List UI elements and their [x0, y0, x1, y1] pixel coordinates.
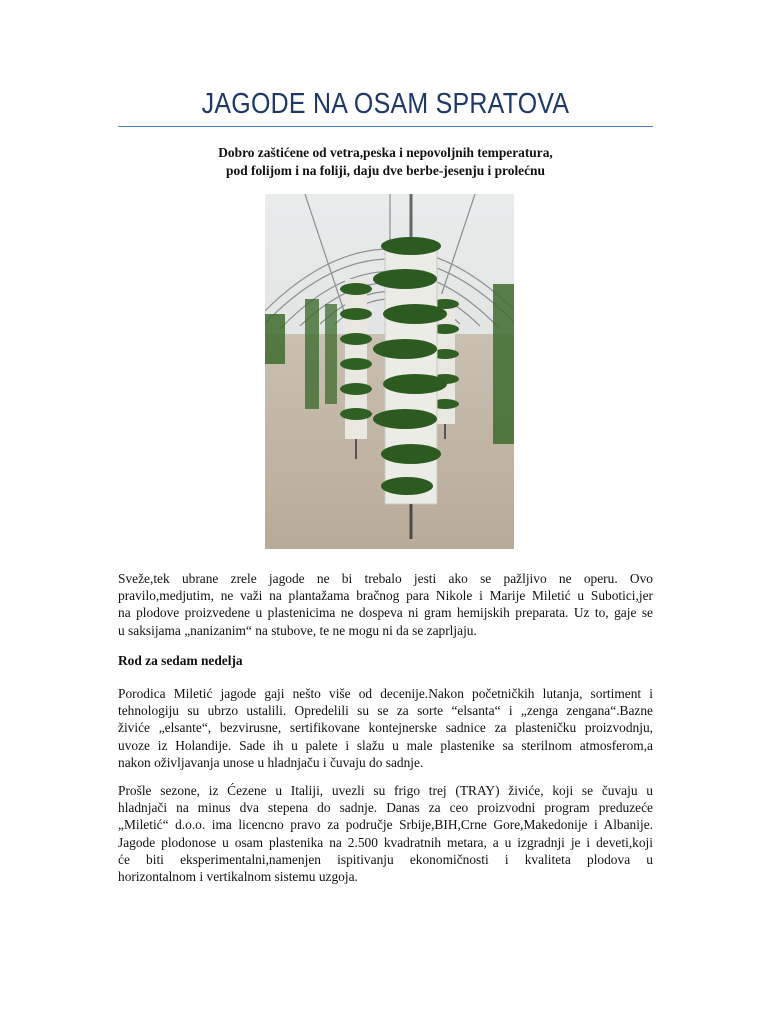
- paragraph-line: Prošle sezone, iz Ćezene u Italiji, uvezli su frigo trej (TRAY) živiće, koji se čuvaju u: [118, 783, 653, 798]
- paragraph-history: [118, 685, 653, 771]
- paragraph-line: Sveže,tek ubrane zrele jagode ne bi trebalo jesti ako se pažljivo ne operu. Ovo: [118, 571, 653, 586]
- paragraph-line: nakon oživljavanja unose u hladnjaču i čuvaju do sadnje.: [118, 754, 424, 770]
- paragraph-line: Porodica Miletić jagode gaji nešto više od decenije.Nakon početničkih lutanja, sortiment i: [118, 686, 653, 701]
- paragraph-line: u saksijama „nanizanim“ na stubove, te ne mogu ni da se zaprljaju.: [118, 622, 477, 638]
- paragraph-line: horizontalnom i vertikalnom sistemu uzgoja.: [118, 869, 358, 885]
- subtitle: [118, 144, 653, 180]
- strawberry-tower-greenhouse-photo: [265, 194, 514, 549]
- subtitle-line: pod folijom i na foliji, daju dve berbe-jesenju i prolećnu: [226, 163, 545, 178]
- subtitle-line: Dobro zaštićene od vetra,peska i nepovoljnih temperatura,: [218, 145, 553, 160]
- paragraph-line: živiće „elsante“, bezvirusne, sertifikovane kontejnerske sadnice za plasteničku proizvodnju,: [118, 720, 653, 736]
- paragraph-line: Jagode plodonose u osam plastenika na 2.500 kvadratnih metara, a u izgradnji je i deveti,koji: [118, 834, 653, 850]
- paragraph-line: će biti eksperimentalni,namenjen ispitivanju ekonomičnosti i kvaliteta plodova u: [118, 851, 653, 867]
- paragraph-line: „Miletić“ d.o.o. ima licencno pravo za područje Srbije,BIH,Crne Gore,Makedonije i Albanije.: [118, 817, 653, 833]
- title-underline: [118, 126, 653, 127]
- paragraph-line: uvoze iz Holandije. Sade ih u palete i slažu u male plastenike sa sterilnom atmosferom,a: [118, 737, 653, 753]
- paragraph-production: [118, 782, 653, 885]
- paragraph-line: hladnjači na minus dva stepena do sadnje. Danas za ceo proizvodni program preduzeće: [118, 800, 653, 816]
- paragraph-line: na plodove proizvedene u plastenicima ne dospeva ni gram hemijskih preparata. Uz to, gaje se: [118, 605, 653, 621]
- photo-illustration: [265, 194, 514, 549]
- page-title: JAGODE NA OSAM SPRATOVA: [201, 88, 570, 120]
- paragraph-line: tehnologiju su ubrzo ustalili. Opredelili su se za sorte “elsanta“ i „zenga zengana“.Bazne: [118, 703, 653, 719]
- section-heading: Rod za sedam nedelja: [118, 653, 243, 668]
- paragraph-intro: [118, 570, 653, 639]
- paragraph-line: pravilo,medjutim, ne važi na plantažama bračnog para Nikole i Marije Miletić u Subotici,jer: [118, 588, 653, 604]
